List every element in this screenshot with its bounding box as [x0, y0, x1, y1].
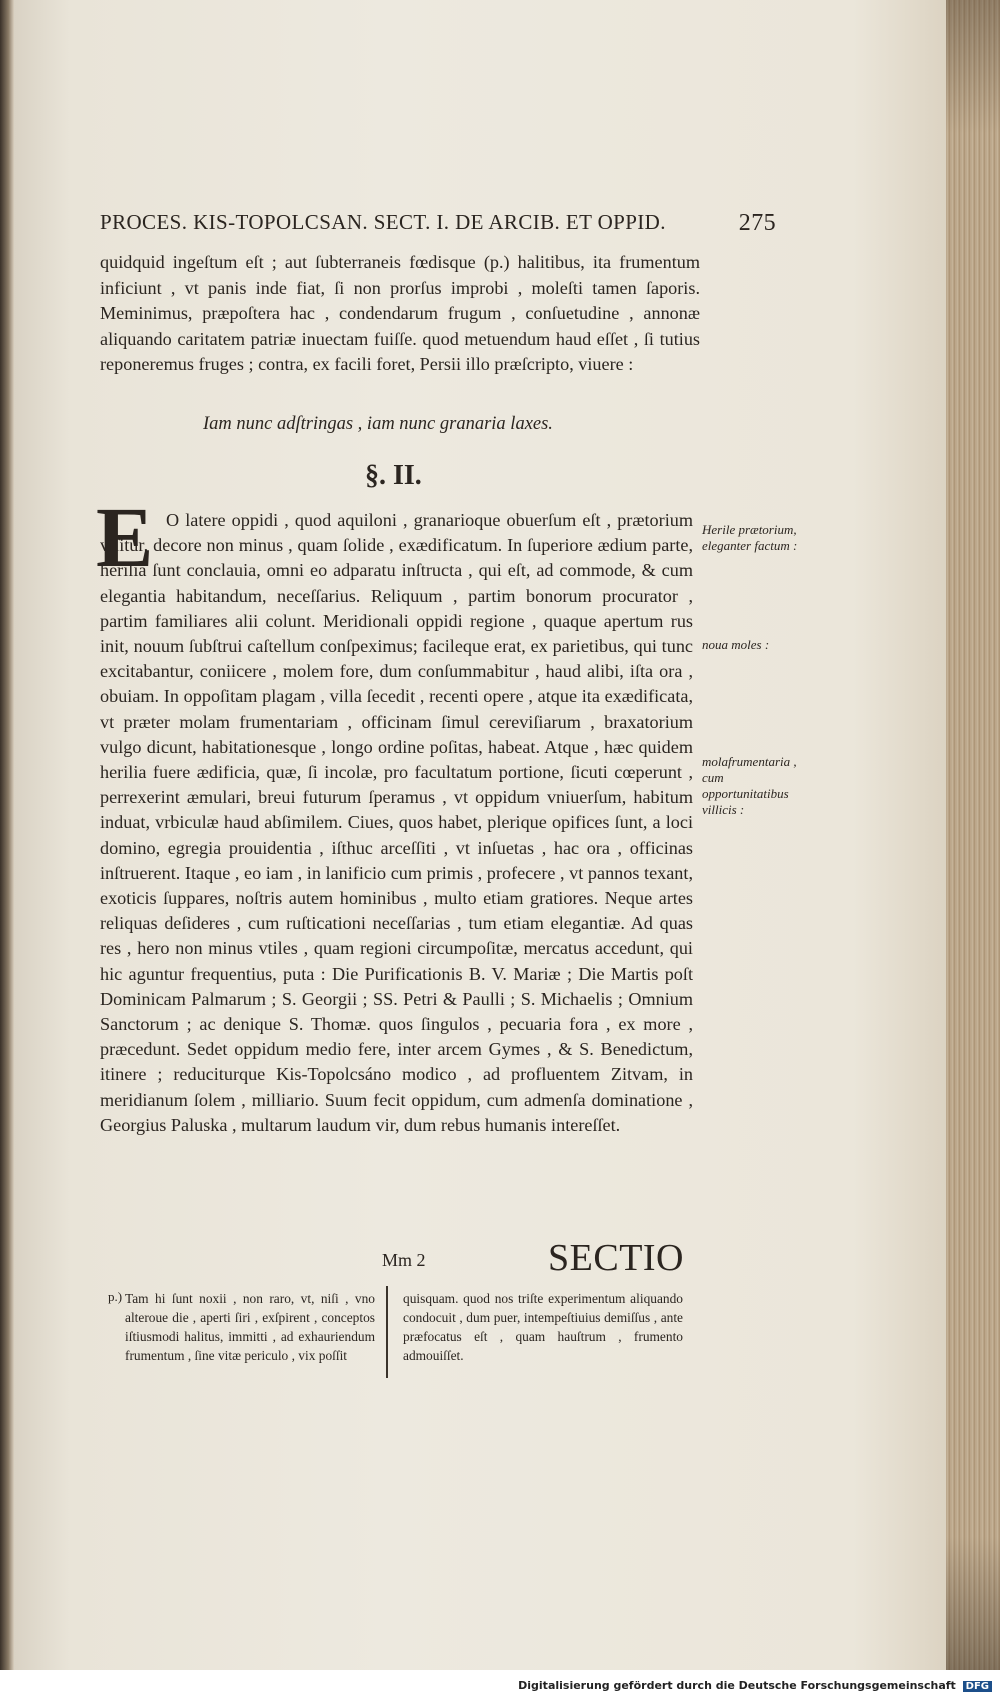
- verse-quote: Iam nunc adſtringas , iam nunc granaria laxes.: [203, 414, 553, 434]
- paragraph-2: [100, 508, 693, 1138]
- footer-credit: [518, 1679, 992, 1692]
- marginal-note-1: Herile prætorium, eleganter factum :: [702, 522, 798, 553]
- footnote-column-divider: [386, 1286, 388, 1378]
- running-header: [100, 210, 776, 235]
- page-edges-shade: [946, 0, 1000, 1670]
- running-title: PROCES. KIS-TOPOLCSAN. SECT. I. DE ARCIB. ET OPPID.: [100, 210, 666, 234]
- footnote-marker: p.): [108, 1289, 123, 1304]
- paragraph-2-text: O latere oppidi , quod aquiloni , granarioque obuerſum eſt , prætorium viſitur, decore non minus , quam ſolide , exædificatum. In ſuperiore ædium parte, herilia ſunt conclauia, omni eo adparatu inſtructa , qui eſt, ad commode, & cum elegantia habitandum, neceſſarius. Reliquum , partim bonorum procurator , partim familiares alii colunt. Meridionali oppidi regione , quaque apertum rus init, nouum ſubſtrui caſtellum conſpeximus; facileque erat, ex parietibus, qui tunc excitabantur, coniicere , molem fore, dum conſummabitur , haud alibi, iſta ora , obuiam. In oppoſitam plagam , villa ſecedit , recenti opere , atque ita exædificata, vt præter molam frumentariam , officinam ſimul cereviſiarum , braxatorium vulgo dicunt, habitationesque , longo ordine poſitas, habeat. Atque , hæc quidem herilia fuere ædificia, quæ, ſi incolæ, pro facultatum portione, ſicuti cœperunt , perrexerint æmulari, breui futurum ſperamus , vt oppidum vniuerſum, habitum induat, vrbiculæ haud abſimilem. Ciues, quos habet, plerique opifices ſunt, a loci domino, egregia prouidentia , iſthuc arceſſiti , vt inſuetas , hac ora , officinas inſtruerent. Itaque , eo iam , in lanificio cum primis , profecere , vt pannos texant, exoticis ſuppares, noſtris autem hominibus , multo etiam gratiores. Neque artes reliquas deſideres , cum ruſticationi neceſſarias , tum etiam elegantiæ. Ad quas res , hero non minus vtiles , quam regioni circumpoſitæ, mercatus accedunt, qui hic aguntur frequentius, puta : Die Purificationis B. V. Mariæ ; Die Martis poſt Dominicam Palmarum ; S. Georgii ; SS. Petri & Paulli ; S. Michaelis ; Omnium Sanctorum ; ac denique S. Thomæ. quos ſingulos , pecuaria fora , ex more , præcedunt. Sedet oppidum medio fere, inter arcem Gymes , & S. Benedictum, itinere ; reduciturque Kis-Topolcsáno modico , ad profluentem Zitvam, in meridianum ſolem , milliario. Suum fecit oppidum, cum admenſa dominatione , Georgius Paluska , multarum laudum vir, dum rebus humanis intereſſet.: [100, 510, 693, 1135]
- footnote-right-column: quisquam. quod nos triſte experimentum aliquando condocuit , dum puer, intempeſtiuius demiſſus , ante præfocatus eſt , quam hauſtrum , frumento admouiſſet.: [403, 1291, 683, 1363]
- section-heading: §. II.: [365, 460, 422, 491]
- marginal-note-2: noua moles :: [702, 637, 770, 652]
- marginal-note-3: molafrumentaria , cum opportunitatibus villicis :: [702, 754, 797, 817]
- paragraph-1: quidquid ingeſtum eſt ; aut ſubterraneis fœdisque (p.) halitibus, ita frumentum inficiunt , vt panis inde fiat, ſi non prorſus improbi , moleſti tamen ſaporis. Meminimus, præpoſtera hac , condendarum frugum , conſuetudine , annonæ aliquando caritatem patriæ inuectam fuiſſe. quod metuendum haud eſſet , ſi tutius reponeremus fruges ; contra, ex facili foret, Persii illo præſcripto, viuere :: [100, 252, 700, 374]
- footnote-left-column: Tam hi ſunt noxii , non raro, vt, niſi , vno alteroue die , aperti ſiri , exſpirent , conceptos iſtiusmodi halitus, immitti , ad exhauriendum frumentum , ſine vitæ periculo , vix poſſit: [125, 1291, 375, 1363]
- catchword: SECTIO: [548, 1237, 684, 1279]
- book-spine-shadow: [0, 0, 14, 1670]
- dfg-logo-icon: DFG: [963, 1681, 992, 1692]
- signature-mark: Mm 2: [382, 1250, 426, 1270]
- footer-credit-text: Digitalisierung gefördert durch die Deutsche Forschungsgemeinschaft: [518, 1679, 956, 1692]
- drop-capital: E: [96, 489, 154, 585]
- page-number: 275: [738, 210, 776, 236]
